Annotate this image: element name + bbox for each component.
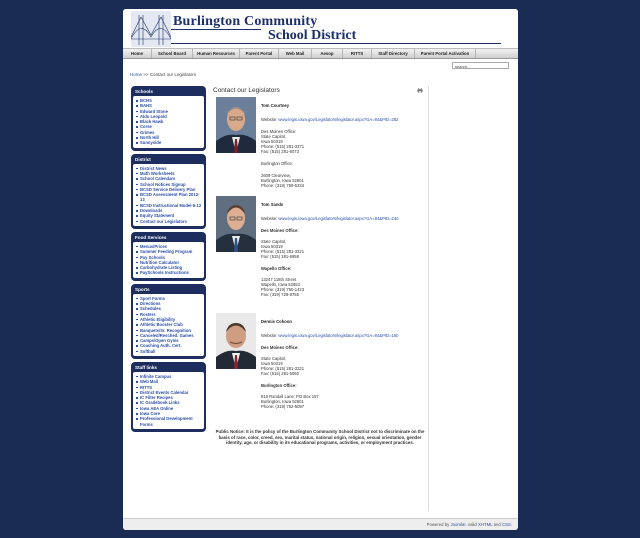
sidebar-link[interactable]: Athletic Eligibility — [140, 317, 202, 322]
website-label: Website: — [261, 216, 278, 221]
legislator-info — [261, 202, 421, 297]
sidebar — [131, 86, 206, 435]
sidebar-link[interactable]: IC Gradebook Links — [140, 400, 202, 405]
district-module — [131, 154, 206, 229]
office-line: Burlington, Iowa 52601 — [261, 399, 304, 404]
district-list — [133, 164, 204, 226]
office-title: Burlington Office: — [261, 383, 297, 388]
office-line: Fax: (319) 728-8755 — [261, 292, 299, 297]
office-title: Wapello Office: — [261, 266, 292, 271]
nav-ritts[interactable]: RITTS — [343, 49, 372, 58]
nav-school-board[interactable]: School Board — [152, 49, 193, 58]
office-line: Fax: (515) 281-6958 — [261, 254, 299, 259]
sidebar-link[interactable]: BCSD Service Delivery Plan — [140, 187, 202, 192]
joomla-link[interactable]: Joomla! — [450, 522, 466, 527]
sports-list — [133, 294, 204, 356]
sidebar-link[interactable]: Web Mail — [140, 379, 202, 384]
column-divider — [428, 86, 429, 511]
footer-and: and — [493, 522, 501, 527]
website-link[interactable]: www.legis.iowa.gov/Legislators/legislator.aspx?GA=84&PID=240 — [278, 216, 399, 221]
office-line: Fax: (515) 281-6073 — [261, 149, 299, 154]
office-line: Iowa 50319 — [261, 139, 283, 144]
sidebar-link[interactable]: Grimes — [140, 130, 202, 135]
module-title: Schools — [135, 89, 153, 94]
sidebar-link[interactable]: Camps/Open Gyms — [140, 338, 202, 343]
legislator-info — [261, 103, 421, 188]
sidebar-link[interactable]: Directions — [140, 301, 202, 306]
nav-parent-portal[interactable]: Parent Portal — [240, 49, 279, 58]
legislator-info — [261, 319, 421, 409]
website-link[interactable]: www.legis.iowa.gov/Legislators/legislator.aspx?GA=84&PID=282 — [278, 117, 399, 122]
office-line: Phone: (515) 281-3221 — [261, 249, 305, 254]
office-title: Des Moines Office: — [261, 345, 299, 350]
schools-module — [131, 86, 206, 151]
sidebar-link[interactable]: BCHS — [140, 98, 202, 103]
legislator-website — [261, 216, 421, 221]
site-title-line2: School District — [268, 28, 357, 43]
sidebar-link[interactable]: Nutrition Calculator — [140, 260, 202, 265]
sidebar-link[interactable]: RITTS — [140, 385, 202, 390]
office-line: 13247 118th Street — [261, 277, 297, 282]
office-line: Burlington, Iowa 52601 — [261, 178, 304, 183]
website-link[interactable]: www.legis.iowa.gov/Legislators/legislator.aspx?GA=84&PID=160 — [278, 333, 399, 338]
office-line: Phone: (515) 281-3371 — [261, 144, 305, 149]
sidebar-link[interactable]: School Notices Signup — [140, 182, 202, 187]
footer — [123, 518, 518, 530]
sidebar-link[interactable]: Carbohydrate Listing — [140, 265, 202, 270]
sidebar-link[interactable]: PaySchools Instructions — [140, 270, 202, 275]
sidebar-link[interactable]: North Hill — [140, 135, 202, 140]
sidebar-link[interactable]: BCSD Assessment Plan 2012-13 — [140, 192, 202, 203]
food-services-list — [133, 242, 204, 278]
site-header — [123, 9, 518, 48]
legislator-website — [261, 117, 421, 122]
sidebar-link[interactable]: Coaching Auth. Cert. — [140, 343, 202, 348]
sidebar-link[interactable]: Black Hawk — [140, 119, 202, 124]
page — [123, 9, 518, 530]
module-title: Sports — [135, 286, 150, 292]
sidebar-link[interactable]: Math Worksheets — [140, 171, 202, 176]
logo-rule — [171, 29, 261, 30]
nav-home[interactable]: Home — [123, 49, 152, 58]
sidebar-link[interactable]: School Calendars — [140, 176, 202, 181]
nav-parent-portal-activation[interactable]: Parent Portal Activation — [415, 49, 476, 58]
office-line: 2609 Clearview, — [261, 173, 291, 178]
sidebar-link[interactable]: Aldo Leopold — [140, 114, 202, 119]
legislator-entry — [216, 196, 421, 306]
legislator-photo — [216, 313, 256, 369]
site-title-line1: Burlington Community — [173, 14, 318, 29]
nav-staff-directory[interactable]: Staff Directory — [372, 49, 415, 58]
sidebar-link[interactable]: IC Filter Recipes — [140, 395, 202, 400]
sidebar-link[interactable]: Professional Development Forms — [140, 416, 202, 427]
website-label: Website: — [261, 117, 278, 122]
page-title: Contact our Legislators — [213, 87, 280, 94]
sidebar-link[interactable]: BCSD Instructional Model-5-12 — [140, 202, 202, 208]
sidebar-link[interactable]: District Events Calendar — [140, 390, 202, 395]
footer-text — [427, 522, 512, 527]
print-icon[interactable] — [417, 88, 423, 93]
website-label: Website: — [261, 333, 278, 338]
breadcrumb — [130, 72, 196, 77]
logo-rule — [171, 43, 501, 44]
sidebar-link[interactable]: Corse — [140, 124, 202, 129]
office-line: Phone: (319) 752-5097 — [261, 404, 305, 409]
office-line: State Capitol, — [261, 134, 287, 139]
public-notice: Public Notice: It is the policy of the Burlington Community School District not to discriminate on the basis of race, color, creed, sex, marital status, national origin, religion, sexual orientation, gender identity, age, or disability in its educational programs, activities, or employment practices. — [215, 429, 425, 446]
office-title: Burlington Office: — [261, 161, 294, 166]
sidebar-link[interactable]: Contact our Legislators — [140, 219, 202, 224]
office-line: State Capitol, — [261, 239, 287, 244]
legislator-name: Tom Courtney — [261, 103, 290, 108]
staff-links-module — [131, 362, 206, 432]
sidebar-link[interactable]: Downloads — [140, 208, 202, 213]
legislator-name: Dennis Cohoon — [261, 319, 292, 324]
sidebar-link[interactable]: Softball — [140, 349, 202, 354]
legislator-entry — [216, 97, 421, 197]
legislator-website — [261, 333, 421, 338]
sidebar-link[interactable]: Menus/Prices — [140, 244, 202, 249]
sidebar-link[interactable]: Iowa AEA Online — [140, 406, 202, 411]
office-line: Fax: (515) 281-5050 — [261, 371, 299, 376]
breadcrumb-separator: >> — [143, 72, 149, 77]
sidebar-link[interactable]: Equity Statement — [140, 213, 202, 218]
sidebar-link[interactable]: Banquets/Sr. Recognition — [140, 328, 202, 333]
office-line: Iowa 50319 — [261, 244, 283, 249]
footer-prefix: Powered by — [426, 522, 450, 527]
office-line: 816 Randall Lane; PO Box 157 — [261, 394, 319, 399]
sidebar-link[interactable]: Schedules — [140, 306, 202, 311]
sidebar-link[interactable]: Sunnyside — [140, 140, 202, 145]
legislator-name: Tom Sands — [261, 202, 284, 207]
module-title: Food Services — [135, 234, 167, 240]
sidebar-link[interactable]: Sport Forms — [140, 296, 202, 301]
office-line: Phone: (319) 759-5334 — [261, 183, 305, 188]
bridge-logo-icon — [131, 11, 171, 47]
legislator-entry — [216, 313, 421, 423]
xhtml-link[interactable]: XHTML — [477, 522, 493, 527]
module-title: District — [135, 156, 151, 162]
office-line: Phone: (515) 281-3221 — [261, 366, 305, 371]
sidebar-link[interactable]: Rosters — [140, 312, 202, 317]
food-services-module — [131, 232, 206, 281]
search-input[interactable]: search... — [452, 62, 509, 69]
main-nav — [123, 48, 518, 59]
sidebar-link[interactable]: Athletic Booster Club — [140, 322, 202, 327]
office-title: Des Moines Office: — [261, 129, 297, 134]
sports-module — [131, 284, 206, 359]
footer-end: . — [510, 522, 512, 527]
legislator-photo — [216, 97, 256, 153]
nav-human-resources[interactable]: Human Resources — [193, 49, 240, 58]
schools-list — [133, 96, 204, 148]
module-title: Staff links — [135, 364, 157, 370]
office-line: Iowa 50319 — [261, 361, 283, 366]
nav-aesop[interactable]: Aesop — [312, 49, 343, 58]
sidebar-link[interactable]: Summer Feeding Program — [140, 249, 202, 254]
office-line: State Capitol, — [261, 356, 287, 361]
sidebar-link[interactable]: Canceled/Resched. Games — [140, 333, 202, 338]
breadcrumb-current: Contact our Legislators — [149, 72, 197, 77]
sidebar-link[interactable]: BAHS — [140, 103, 202, 108]
footer-mid: . valid — [465, 522, 477, 527]
staff-links-list — [133, 372, 204, 429]
breadcrumb-home-link[interactable]: Home — [130, 72, 143, 77]
sidebar-link[interactable]: Infinite Campus — [140, 374, 202, 379]
nav-web-mail[interactable]: Web Mail — [279, 49, 312, 58]
sidebar-link[interactable]: Pay Schools — [140, 255, 202, 260]
office-title: Des Moines Office: — [261, 228, 299, 233]
office-line: Phone: (319) 750-1423 — [261, 287, 305, 292]
legislator-photo — [216, 196, 256, 252]
office-line: Wapello, Iowa 52653 — [261, 282, 300, 287]
sidebar-link[interactable]: Iowa Core — [140, 411, 202, 416]
sidebar-link[interactable]: Edward Stone — [140, 109, 202, 114]
sidebar-link[interactable]: District News — [140, 166, 202, 171]
css-link[interactable]: CSS — [501, 522, 511, 527]
